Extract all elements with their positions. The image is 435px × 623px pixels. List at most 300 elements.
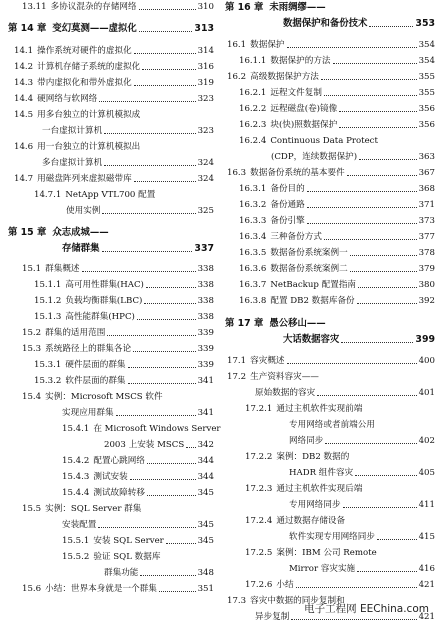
toc-entry: [0, 376, 214, 387]
toc-entry-title: 存储群集: [62, 243, 100, 254]
toc-entry-page: 341: [197, 376, 214, 386]
toc-entry-title: 多台虚拟计算机: [42, 158, 103, 168]
leader-dots: [333, 63, 417, 64]
toc-entry-number: 15.4: [22, 392, 42, 402]
leader-dots: [317, 395, 416, 396]
toc-entry-number: 15.3.1: [34, 360, 62, 370]
leader-dots: [82, 271, 196, 272]
toc-entry-title: 变幻莫测——虚拟化: [52, 23, 137, 34]
toc-entry: [221, 500, 435, 511]
toc-entry-page: 341: [197, 408, 214, 418]
leader-dots: [343, 507, 417, 508]
toc-entry-number: 15.5.1: [62, 536, 90, 546]
leader-dots: [321, 79, 417, 80]
toc-entry: [0, 296, 214, 307]
watermark: 电子工程网 EEChina.com: [304, 603, 429, 615]
toc-entry: [0, 94, 214, 105]
toc-entry-page: 401: [418, 388, 435, 398]
toc-entry: [0, 62, 214, 73]
toc-entry-number: 第 14 章: [8, 23, 47, 34]
toc-entry-title: NetApp VTL700 配置: [65, 190, 156, 200]
toc-entry: [0, 488, 214, 499]
toc-entry: [221, 318, 435, 330]
toc-entry-page: 316: [197, 62, 214, 72]
toc-entry-number: 15.2: [22, 328, 42, 338]
leader-dots: [357, 303, 417, 304]
toc-entry-title: 异步复制: [255, 612, 290, 622]
toc-entry-number: 17.2.5: [245, 548, 273, 558]
toc-entry-title: 专用网络同步: [289, 500, 341, 510]
toc-entry-page: 380: [418, 280, 435, 290]
toc-entry-page: 371: [418, 200, 435, 210]
toc-entry-title: 远程磁盘(卷)镜像: [270, 104, 338, 114]
toc-entry: [0, 46, 214, 57]
toc-entry: [0, 568, 214, 579]
toc-entry-number: 16.3.5: [239, 248, 267, 258]
leader-dots: [324, 95, 417, 96]
toc-entry-title: 安装 SQL Server: [93, 536, 164, 546]
toc-entry-number: 15.6: [22, 584, 42, 594]
toc-entry-number: 15.1.2: [34, 296, 62, 306]
leader-dots: [130, 479, 196, 480]
toc-entry-number: 第 17 章: [225, 318, 264, 329]
leader-dots: [142, 69, 195, 70]
toc-entry-page: 415: [418, 532, 435, 542]
toc-entry-number: 16.3.4: [239, 232, 267, 242]
toc-entry-title: 用多台独立的计算机模拟成: [37, 110, 141, 120]
toc-entry-title: 案例：DB2 数据的: [276, 452, 350, 462]
toc-entry-title: 用一台独立的计算机模拟出: [37, 142, 141, 152]
toc-entry-number: 17.2.2: [245, 452, 273, 462]
leader-dots: [98, 527, 195, 528]
leader-dots: [134, 53, 196, 54]
toc-entry-title: 备份通路: [270, 200, 305, 210]
toc-entry-title: Mirror 容灾实施: [289, 564, 356, 574]
toc-entry: [221, 516, 435, 527]
toc-entry-page: 337: [194, 243, 214, 254]
toc-entry-page: 338: [197, 264, 214, 274]
toc-entry: [0, 78, 214, 89]
toc-entry-title: 多协议混杂的存储网络: [50, 2, 137, 12]
toc-entry: [0, 392, 214, 403]
toc-entry-page: 379: [418, 264, 435, 274]
toc-entry: [221, 88, 435, 99]
toc-entry: [221, 420, 435, 431]
leader-dots: [104, 133, 195, 134]
toc-entry-number: 17.2.6: [245, 580, 273, 590]
toc-entry-number: 17.2.4: [245, 516, 273, 526]
leader-dots: [186, 447, 195, 448]
leader-dots: [159, 591, 196, 592]
toc-entry-title: 容灾中数据的同步复制和: [250, 596, 345, 606]
toc-entry-number: 15.1.3: [34, 312, 62, 322]
toc-entry-number: 17.3: [227, 596, 247, 606]
toc-entry-page: 344: [197, 472, 214, 482]
toc-entry-title: 带内虚拟化和带外虚拟化: [37, 78, 132, 88]
toc-entry-number: 16.2: [227, 72, 247, 82]
toc-entry-title: 群集的适用范围: [45, 328, 106, 338]
toc-entry: [221, 468, 435, 479]
toc-entry-number: 第 16 章: [225, 2, 264, 13]
toc-entry-number: 16.2.2: [239, 104, 267, 114]
toc-entry-title: 验证 SQL 数据库: [93, 552, 161, 562]
toc-entry-number: 16.1: [227, 40, 247, 50]
leader-dots: [324, 239, 417, 240]
toc-entry: [0, 408, 214, 419]
toc-entry-title: 数据保护和备份技术: [283, 18, 368, 29]
toc-entry-title: 网络同步: [289, 436, 324, 446]
toc-entry-number: 15.4.4: [62, 488, 90, 498]
toc-entry-number: 17.2.1: [245, 404, 273, 414]
toc-entry-title: Continuous Data Protect: [270, 136, 378, 146]
toc-entry-title: 块(快)照数据保护: [270, 120, 338, 130]
toc-entry: [0, 424, 221, 435]
toc-entry: [0, 312, 214, 323]
toc-entry: [221, 248, 435, 259]
leader-dots: [377, 539, 417, 540]
toc-entry: [221, 334, 435, 346]
toc-entry-page: 356: [418, 120, 435, 130]
toc-entry: [221, 484, 435, 495]
toc-entry-title: 测试故障转移: [93, 488, 145, 498]
toc-entry-page: 363: [418, 152, 435, 162]
toc-entry-number: 第 15 章: [8, 227, 47, 238]
toc-entry: [0, 23, 214, 35]
toc-entry-number: 14.2: [14, 62, 34, 72]
toc-entry-number: 16.2.3: [239, 120, 267, 130]
toc-entry-number: 16.3: [227, 168, 247, 178]
leader-dots: [307, 223, 417, 224]
toc-entry-page: 402: [418, 436, 435, 446]
toc-entry-number: 14.5: [14, 110, 34, 120]
leader-dots: [355, 475, 416, 476]
toc-entry: [221, 152, 435, 163]
toc-entry-title: 测试安装: [93, 472, 128, 482]
toc-entry-title: 2003 上安装 MSCS: [104, 440, 185, 450]
leader-dots: [358, 287, 417, 288]
toc-entry-page: 411: [418, 500, 435, 510]
toc-entry-number: 15.5.2: [62, 552, 90, 562]
toc-entry: [0, 158, 214, 169]
toc-entry-number: 17.1: [227, 356, 247, 366]
toc-entry-title: 软件层面的群集: [65, 376, 126, 386]
toc-entry-page: 338: [197, 312, 214, 322]
leader-dots: [291, 619, 416, 620]
leader-dots: [287, 47, 417, 48]
toc-entry-page: 345: [197, 520, 214, 530]
toc-entry: [221, 184, 435, 195]
toc-entry-title: 三种备份方式: [270, 232, 322, 242]
toc-entry: [0, 344, 214, 355]
toc-entry-title: 备份引擎: [270, 216, 305, 226]
leader-dots: [137, 319, 196, 320]
leader-dots: [134, 85, 196, 86]
toc-entry-page: 355: [418, 88, 435, 98]
toc-entry: [221, 136, 435, 147]
leader-dots: [107, 335, 195, 336]
toc-entry-number: 16.3.8: [239, 296, 267, 306]
toc-entry-number: 16.1.1: [239, 56, 267, 66]
toc-entry-title: 通过主机软件实现后端: [276, 484, 363, 494]
leader-dots: [357, 571, 416, 572]
toc-entry-title: 数据备份系统案例二: [270, 264, 348, 274]
toc-entry: [0, 206, 214, 217]
toc-entry-number: 15.1: [22, 264, 42, 274]
toc-entry: [0, 142, 214, 153]
toc-entry-number: 16.3.1: [239, 184, 267, 194]
toc-entry-title: 小结: [276, 580, 294, 590]
toc-entry-title: 小结：世界本身就是一个群集: [45, 584, 157, 594]
leader-dots: [350, 271, 417, 272]
toc-entry-title: 配置 DB2 数据库备份: [270, 296, 355, 306]
toc-entry-title: 远程文件复制: [270, 88, 322, 98]
leader-dots: [147, 495, 196, 496]
toc-entry-number: 15.3: [22, 344, 42, 354]
toc-entry-page: 324: [197, 174, 214, 184]
toc-entry: [0, 227, 214, 239]
leader-dots: [104, 165, 195, 166]
toc-entry-page: 421: [418, 580, 435, 590]
leader-dots: [341, 342, 413, 343]
toc-entry-page: 354: [418, 40, 435, 50]
toc-entry-title: 通过主机软件实现前端: [276, 404, 363, 414]
toc-entry-title: 大话数据容灾: [283, 334, 340, 345]
toc-entry-page: 319: [197, 78, 214, 88]
toc-entry: [0, 2, 214, 13]
toc-entry-title: 硬件层面的群集: [65, 360, 126, 370]
toc-entry-page: 400: [418, 356, 435, 366]
toc-entry: [0, 552, 214, 563]
toc-entry-number: 14.7.1: [34, 190, 62, 200]
toc-entry-page: 324: [197, 158, 214, 168]
toc-entry-number: 15.4.3: [62, 472, 90, 482]
toc-entry-title: 通过数据存储设备: [276, 516, 346, 526]
toc-entry-page: 339: [197, 344, 214, 354]
leader-dots: [307, 191, 417, 192]
leader-dots: [99, 101, 195, 102]
toc-entry-page: 377: [418, 232, 435, 242]
toc-entry-page: 338: [197, 296, 214, 306]
toc-entry-page: 339: [197, 360, 214, 370]
toc-entry-number: 14.3: [14, 78, 34, 88]
leader-dots: [134, 181, 196, 182]
toc-entry: [0, 456, 214, 467]
leader-dots: [139, 31, 193, 32]
toc-entry-title: 群集功能: [104, 568, 139, 578]
toc-entry-title: 愚公移山——: [269, 318, 326, 329]
toc-entry-title: 在 Microsoft Windows Server: [93, 424, 221, 434]
toc-entry-page: 342: [197, 440, 214, 450]
leader-dots: [140, 575, 195, 576]
toc-entry: [221, 564, 435, 575]
toc-entry: [221, 56, 435, 67]
toc-entry-title: 硬网络与软网络: [37, 94, 98, 104]
leader-dots: [369, 26, 413, 27]
toc-entry-title: 高性能群集(HPC): [65, 312, 135, 322]
toc-entry-page: 392: [418, 296, 435, 306]
toc-entry: [221, 72, 435, 83]
toc-entry-title: 容灾概述: [250, 356, 285, 366]
toc-entry-title: 负载均衡群集(LBC): [65, 296, 143, 306]
toc-entry-title: 用磁盘阵列来虚拟磁带库: [37, 174, 132, 184]
toc-entry-title: 高级数据保护方法: [250, 72, 319, 82]
toc-entry: [0, 190, 214, 201]
leader-dots: [146, 287, 196, 288]
toc-entry-title: 实例：Microsoft MSCS 软件: [45, 392, 163, 402]
toc-entry-number: 15.4.1: [62, 424, 90, 434]
toc-entry-page: 344: [197, 456, 214, 466]
toc-entry-page: 367: [418, 168, 435, 178]
toc-entry-page: 399: [415, 334, 435, 345]
toc-entry-number: 17.2: [227, 372, 247, 382]
toc-entry-title: 数据保护的方法: [270, 56, 331, 66]
leader-dots: [133, 351, 196, 352]
toc-entry-number: 17.2.3: [245, 484, 273, 494]
toc-entry-title: 生产资料容灾——: [250, 372, 319, 382]
leader-dots: [307, 207, 417, 208]
toc-entry-number: 14.1: [14, 46, 34, 56]
leader-dots: [350, 255, 417, 256]
toc-entry-page: 339: [197, 328, 214, 338]
leader-dots: [128, 367, 196, 368]
toc-entry: [221, 280, 435, 291]
toc-entry: [0, 126, 214, 137]
toc-entry-title: 高可用性群集(HAC): [65, 280, 144, 290]
toc-entry-title: 数据备份系统的基本要件: [250, 168, 345, 178]
leader-dots: [347, 175, 417, 176]
leader-dots: [128, 383, 196, 384]
toc-entry: [221, 436, 435, 447]
toc-entry-page: 355: [418, 72, 435, 82]
toc-entry-title: 使用实例: [66, 206, 101, 216]
toc-entry-number: 14.7: [14, 174, 34, 184]
toc-entry-page: 348: [197, 568, 214, 578]
toc-entry-number: 16.2.1: [239, 88, 267, 98]
toc-entry-title: 系统路径上的群集各论: [45, 344, 132, 354]
toc-entry-title: 原始数据的容灾: [255, 388, 316, 398]
toc-entry-title: 操作系统对硬件的虚拟化: [37, 46, 132, 56]
leader-dots: [287, 363, 417, 364]
toc-entry: [221, 404, 435, 415]
toc-entry: [221, 18, 435, 30]
leader-dots: [325, 443, 416, 444]
toc-entry: [221, 296, 435, 307]
leader-dots: [166, 543, 196, 544]
toc-entry-title: 实现应用群集: [62, 408, 114, 418]
toc-entry-number: 16.3.6: [239, 264, 267, 274]
toc-entry-title: HADR 组件容灾: [289, 468, 354, 478]
leader-dots: [359, 159, 416, 160]
toc-entry: [221, 104, 435, 115]
toc-entry: [0, 472, 214, 483]
toc-entry: [0, 264, 214, 275]
toc-entry: [221, 216, 435, 227]
toc-entry-number: 15.1.1: [34, 280, 62, 290]
toc-entry: [0, 110, 214, 121]
toc-entry: [0, 280, 214, 291]
toc-entry: [221, 168, 435, 179]
toc-entry-number: 14.4: [14, 94, 34, 104]
toc-entry-title: 众志成城——: [52, 227, 109, 238]
toc-entry: [221, 200, 435, 211]
toc-entry: [0, 584, 214, 595]
toc-entry-page: 368: [418, 184, 435, 194]
leader-dots: [139, 9, 196, 10]
toc-entry-page: 313: [194, 23, 214, 34]
toc-entry: [221, 548, 435, 559]
toc-entry-title: 一台虚拟计算机: [42, 126, 103, 136]
toc-entry: [221, 580, 435, 591]
leader-dots: [116, 415, 196, 416]
leader-dots: [144, 303, 195, 304]
toc-entry: [0, 243, 214, 255]
toc-entry: [221, 40, 435, 51]
toc-entry-page: 323: [197, 94, 214, 104]
toc-entry: [0, 440, 214, 451]
toc-entry-page: 353: [415, 18, 435, 29]
leader-dots: [339, 111, 416, 112]
toc-entry-title: 未雨绸缪——: [269, 2, 326, 13]
toc-entry-number: 14.6: [14, 142, 34, 152]
toc-entry-title: 备份目的: [270, 184, 305, 194]
toc-entry-title: 实例：SQL Server 群集: [45, 504, 142, 514]
toc-entry-page: 314: [197, 46, 214, 56]
leader-dots: [339, 127, 416, 128]
toc-entry: [221, 264, 435, 275]
leader-dots: [102, 251, 193, 252]
toc-entry-title: 数据保护: [250, 40, 285, 50]
toc-entry-page: 354: [418, 56, 435, 66]
leader-dots: [102, 213, 195, 214]
toc-entry-title: 群集概述: [45, 264, 80, 274]
toc-entry-number: 16.3.7: [239, 280, 267, 290]
toc-entry-number: 16.3.2: [239, 200, 267, 210]
toc-entry-page: 351: [197, 584, 214, 594]
toc-entry-page: 416: [418, 564, 435, 574]
toc-entry: [221, 452, 435, 463]
toc-entry-title: 专用网络或者前端公用: [289, 420, 375, 430]
toc-entry: [221, 372, 435, 383]
toc-entry-title: 案例：IBM 公司 Remote: [276, 548, 377, 558]
toc-entry-page: 378: [418, 248, 435, 258]
toc-entry-page: 356: [418, 104, 435, 114]
leader-dots: [296, 587, 417, 588]
toc-entry-title: 安装配置: [62, 520, 97, 530]
toc-entry-page: 325: [197, 206, 214, 216]
toc-entry-page: 373: [418, 216, 435, 226]
toc-entry-title: 软件实现专用网络同步: [289, 532, 375, 542]
toc-entry: [0, 174, 214, 185]
toc-entry-title: NetBackup 配置指南: [270, 280, 357, 290]
toc-entry: [221, 2, 435, 14]
toc-entry-title: 配置心跳网络: [93, 456, 145, 466]
toc-entry: [221, 356, 435, 367]
toc-entry-number: 16.2.4: [239, 136, 267, 146]
leader-dots: [147, 463, 196, 464]
toc-entry: [221, 532, 435, 543]
toc-entry-page: 345: [197, 536, 214, 546]
toc-entry-number: 15.3.2: [34, 376, 62, 386]
toc-entry: [0, 536, 214, 547]
toc-entry-page: 405: [418, 468, 435, 478]
toc-entry-page: 421: [418, 612, 435, 622]
toc-entry: [221, 120, 435, 131]
toc-entry: [0, 360, 214, 371]
toc-entry-number: 13.11: [22, 2, 47, 12]
toc-entry-page: 338: [197, 280, 214, 290]
toc-entry: [0, 328, 214, 339]
toc-entry-number: 16.3.3: [239, 216, 267, 226]
